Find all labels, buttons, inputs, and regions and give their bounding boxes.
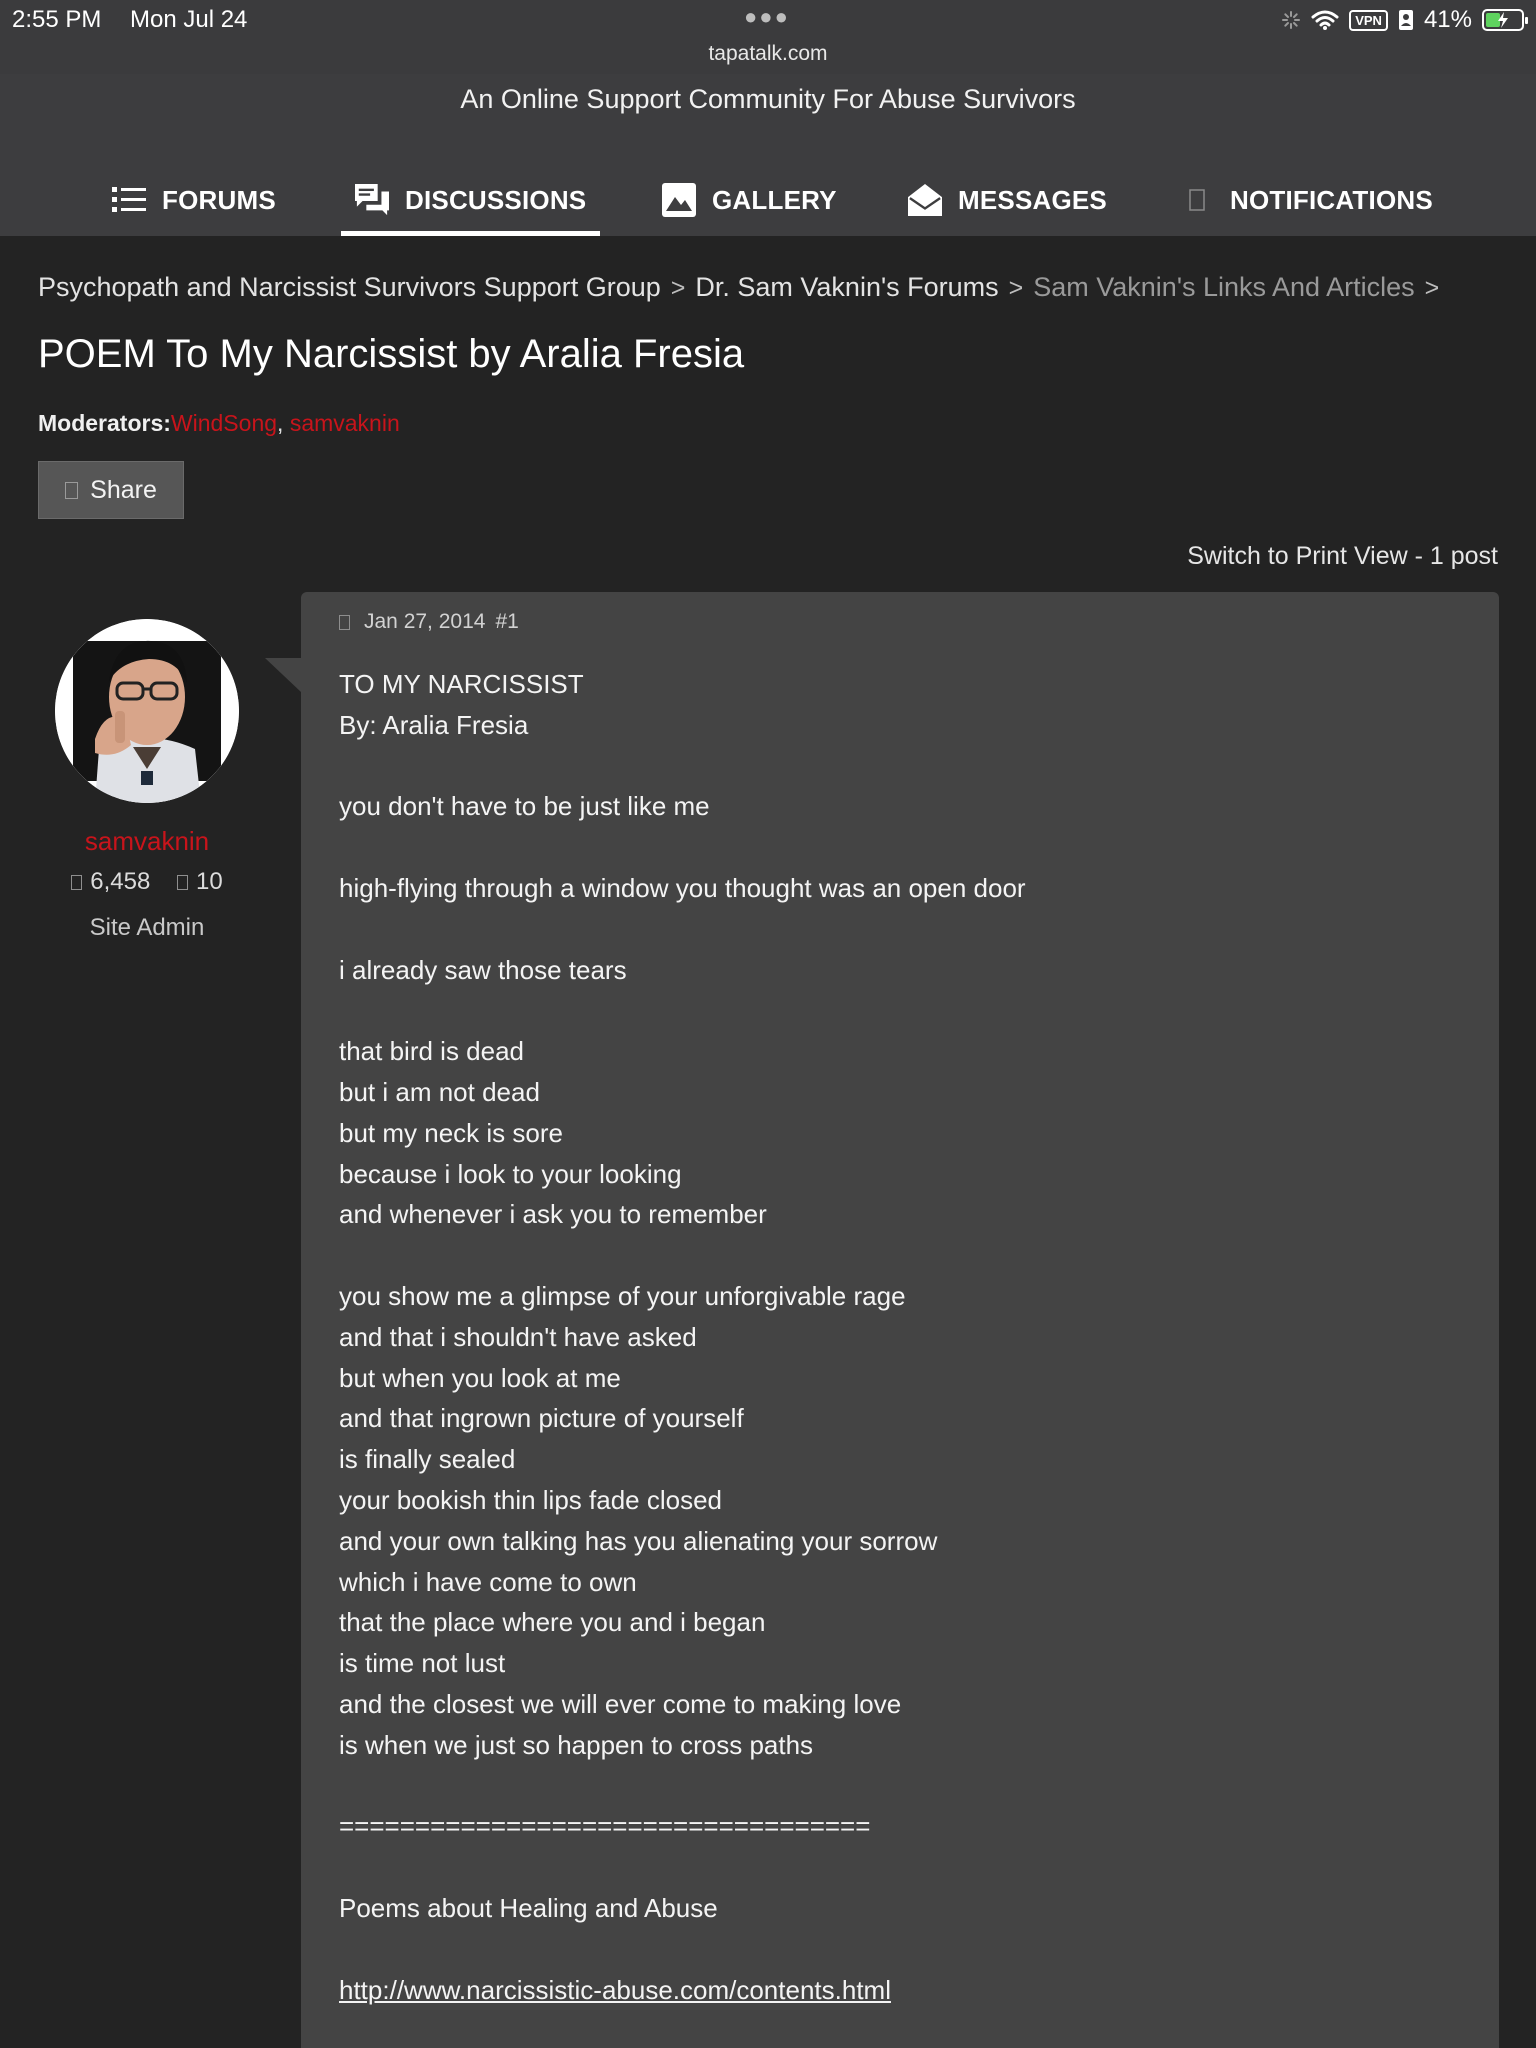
post-text-line: you show me a glimpse of your unforgivable rage [339,1280,906,1311]
post-text-line: but i am not dead [339,1076,540,1107]
avatar[interactable] [55,619,239,803]
nav-discussions[interactable] [355,164,586,236]
post-text-line: and that ingrown picture of yourself [339,1403,744,1434]
breadcrumb-item[interactable]: Psychopath and Narcissist Survivors Support Group [38,272,661,302]
share-icon [65,482,78,499]
battery-percent: 41% [1423,6,1472,33]
blank-line [339,1929,1449,1970]
breadcrumb-separator: > [1008,274,1024,302]
breadcrumb-item[interactable]: Sam Vaknin's Links And Articles [1033,272,1415,302]
author-username[interactable]: samvaknin [84,826,210,856]
post-text-line: i already saw those tears [339,954,627,985]
status-date: Mon Jul 24 [130,6,248,33]
posts-icon [71,875,82,890]
list-icon [112,183,146,217]
image-icon [662,183,696,217]
poem-lines [339,664,1449,1970]
post-text-line: is time not lust [339,1648,506,1679]
loading-spinner-icon [1281,10,1301,30]
page-title: POEM To My Narcissist by Aralia Fresia [38,332,745,376]
nav-notifications[interactable] [1180,164,1433,236]
status-bar [0,0,1536,40]
nav-forums-label: FORUMS [162,184,276,215]
nav-messages[interactable] [908,164,1107,236]
nav-gallery-label: GALLERY [712,184,837,215]
post-link-line [339,1970,1449,2011]
moderator-separator: , [277,410,290,436]
author-stats [38,868,256,896]
blank-line [339,827,1449,868]
clock-icon [339,615,350,630]
vpn-badge: VPN [1349,10,1388,31]
post-text-line: and your own talking has you alienating your sorrow [339,1525,938,1556]
wifi-icon [1311,9,1339,31]
post-body [339,664,1449,2010]
breadcrumb-separator: > [670,274,686,302]
breadcrumb-item[interactable]: Dr. Sam Vaknin's Forums [695,272,999,302]
site-tagline: An Online Support Community For Abuse Survivors [460,84,1076,114]
blank-line [339,1235,1449,1276]
blank-line [339,909,1449,950]
post-text-line: By: Aralia Fresia [339,709,529,740]
post-text-line: but my neck is sore [339,1117,563,1148]
post-text-line: because i look to your looking [339,1158,682,1189]
battery-icon [1482,9,1524,31]
post-text-line: that the place where you and i began [339,1607,766,1638]
breadcrumb [38,272,1449,303]
status-indicators [1281,6,1524,34]
post-number[interactable]: #1 [495,610,519,633]
author-like-count: 10 [196,868,223,895]
post-card [301,592,1499,2048]
author-photo [55,619,239,803]
blank-line [339,990,1449,1031]
post-text-line: is when we just so happen to cross paths [339,1729,814,1760]
post-text-line: which i have come to own [339,1566,637,1597]
share-label: Share [90,475,157,504]
nav-discussions-label: DISCUSSIONS [405,184,587,215]
bell-icon [1180,183,1214,217]
post-link[interactable]: http://www.narcissistic-abuse.com/contents.html [339,1974,891,2005]
post-text-line: that bird is dead [339,1036,525,1067]
url-text[interactable]: tapatalk.com [708,42,828,65]
blank-line [339,746,1449,787]
post-text-line: is finally sealed [339,1444,516,1475]
main-nav [0,164,1536,236]
author-role: Site Admin [89,914,205,941]
post-text-line: but when you look at me [339,1362,621,1393]
post-text-line: high-flying through a window you thought was an open door [339,872,1026,903]
likes-icon [177,875,188,890]
nav-messages-label: MESSAGES [958,184,1107,215]
contact-card-icon [1398,9,1414,31]
url-bar[interactable] [0,40,1536,74]
post-text-line: Poems about Healing and Abuse [339,1892,718,1923]
post-text-line: TO MY NARCISSIST [339,669,584,699]
post-text-line: and whenever i ask you to remember [339,1199,767,1230]
post-text-line: you don't have to be just like me [339,791,710,822]
multitasking-dots-icon[interactable]: ●●● [744,4,790,29]
author-post-count: 6,458 [90,868,151,895]
moderators [38,410,400,437]
nav-gallery[interactable] [662,164,837,236]
post-meta [339,610,519,634]
moderator-link[interactable]: WindSong [170,410,278,436]
nav-forums[interactable] [112,164,276,236]
post-text-line: =================================== [339,1811,871,1842]
site-header [0,74,1536,236]
blank-line [339,1847,1449,1888]
discussions-icon [355,183,389,217]
post-date: Jan 27, 2014 [364,610,486,633]
blank-line [339,1766,1449,1807]
print-view-link[interactable]: Switch to Print View - 1 post [1187,542,1498,570]
envelope-open-icon [908,183,942,217]
post-text-line: and the closest we will ever come to making love [339,1688,902,1719]
moderator-link[interactable]: samvaknin [289,410,400,436]
post-text-line: your bookish thin lips fade closed [339,1484,723,1515]
moderators-label: Moderators: [38,410,171,436]
nav-notifications-label: NOTIFICATIONS [1230,184,1433,215]
status-time: 2:55 PM [12,6,102,33]
post-text-line: and that i shouldn't have asked [339,1321,697,1352]
share-button[interactable] [38,461,184,519]
breadcrumb-separator: > [1424,274,1440,302]
